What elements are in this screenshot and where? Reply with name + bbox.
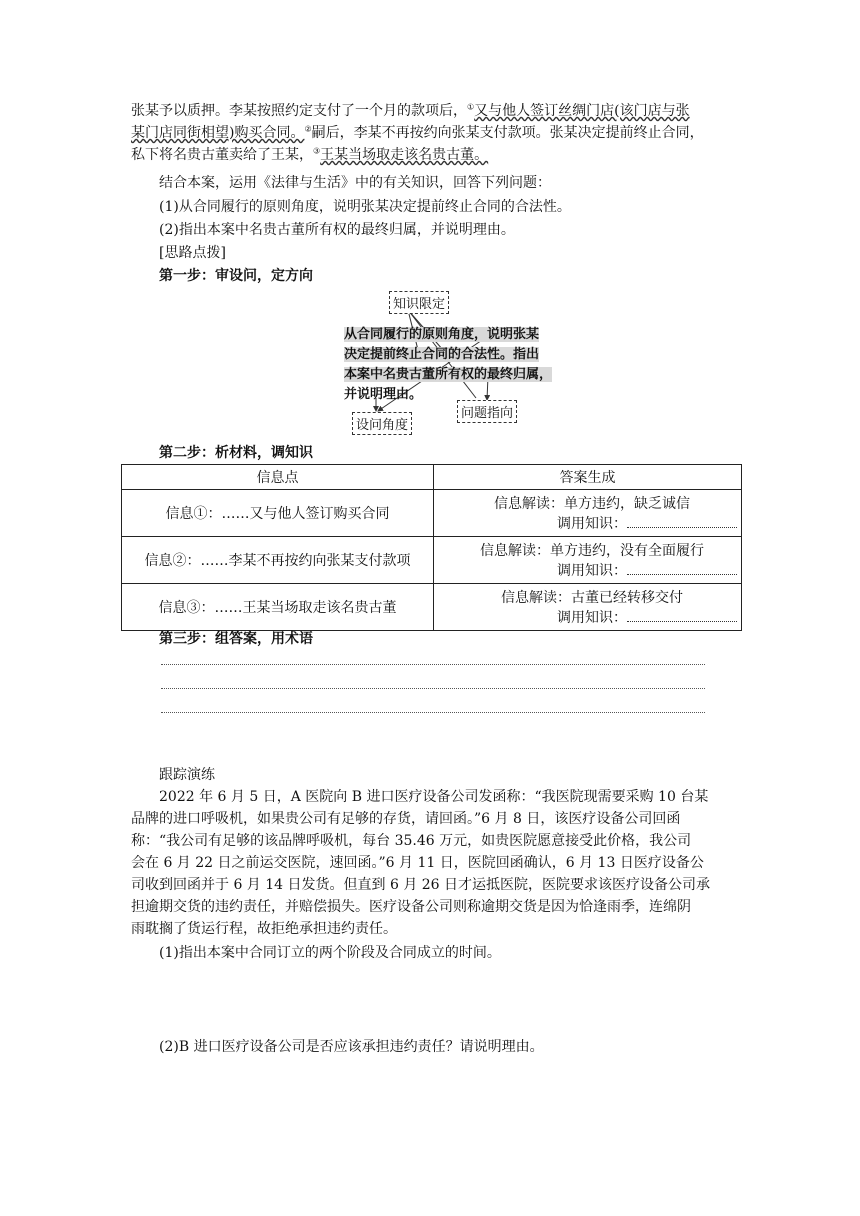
- box-question-angle: 设问角度: [352, 412, 412, 435]
- answer-blank[interactable]: [627, 562, 737, 575]
- marker-3: ③: [313, 146, 321, 156]
- intro-paragraph: [131, 100, 743, 166]
- answer-blank[interactable]: [627, 609, 737, 622]
- intro-line-1: 张某予以质押。李某按照约定支付了一个月的款项后，①又与他人签订丝绸门店(该门店与张: [131, 102, 690, 119]
- info-cell: 信息②：……李某不再按约向张某支付款项: [122, 537, 434, 584]
- answer-cell: 信息解读：单方违约，缺乏诚信 调用知识：: [434, 490, 742, 537]
- col-header-answer: 答案生成: [434, 465, 742, 490]
- table-row: [122, 537, 742, 584]
- answer-line[interactable]: [161, 664, 705, 665]
- question-analysis-diagram: [338, 288, 568, 438]
- table-row: [122, 490, 742, 537]
- answer-line[interactable]: [161, 688, 705, 689]
- practice-question-2: (2)B 进口医疗设备公司是否应该承担违约责任？请说明理由。: [159, 1039, 544, 1055]
- question-1: (1)从合同履行的原则角度，说明张某决定提前终止合同的合法性。: [159, 199, 571, 215]
- info-table: [121, 464, 742, 631]
- marker-1: ①: [467, 102, 475, 112]
- practice-question-1: (1)指出本案中合同订立的两个阶段及合同成立的时间。: [159, 945, 501, 961]
- hint-heading: [思路点拨]: [159, 245, 226, 261]
- marker-2: ②: [304, 124, 312, 134]
- box-knowledge-limit: 知识限定: [389, 291, 449, 314]
- step-3-heading: 第三步：组答案，用术语: [159, 631, 313, 647]
- table-row: [122, 584, 742, 631]
- answer-blank[interactable]: [627, 515, 737, 528]
- answer-cell: 信息解读：单方违约，没有全面履行 调用知识：: [434, 537, 742, 584]
- intro-line-2: 某门店同街相望)购买合同。②嗣后，李某不再按约向张某支付款项。张某决定提前终止合同，: [131, 124, 704, 141]
- practice-paragraph: 2022 年 6 月 5 日，A 医院向 B 进口医疗设备公司发函称：“我医院现需要采购 10 台某 品牌的进口呼吸机，如果贵公司有足够的存货，请回函。”6 月 8 日，该医疗设备公司回函 称：“我公司有足够的该品牌呼吸机，每台 35.46 万元，如贵医院愿意接受此价格，我公司 会在 6 月 22 日之前运交医院，速回函。”6 月 11 日，医院回函确认，6 月 13 日医疗设备公 司收到回函并于 6 月 14 日发货。但直到 6 月 26 日才运抵医院，医院要求该医疗设备公司承 担逾期交货的违约责任，并赔偿损失。医疗设备公司则称逾期交货是因为恰逢雨季，连绵阴 雨耽搁了货运行程，故拒绝承担违约责任。: [131, 789, 711, 937]
- answer-cell: 信息解读：古董已经转移交付 调用知识：: [434, 584, 742, 631]
- info-cell: 信息①：……又与他人签订购买合同: [122, 490, 434, 537]
- col-header-info: 信息点: [122, 465, 434, 490]
- box-question-direction: 问题指向: [457, 400, 517, 423]
- answer-line[interactable]: [161, 712, 705, 713]
- question-2: (2)指出本案中名贵古董所有权的最终归属，并说明理由。: [159, 222, 515, 238]
- info-cell: 信息③：……王某当场取走该名贵古董: [122, 584, 434, 631]
- prompt: 结合本案，运用《法律与生活》中的有关知识，回答下列问题：: [159, 175, 551, 191]
- intro-line-3: 私下将名贵古董卖给了王某，③王某当场取走该名贵古董。: [131, 146, 489, 163]
- diagram-question-text: 从合同履行的原则角度，说明张某 决定提前终止合同的合法性。指出 本案中名贵古董所有权的最终归属， 并说明理由。: [344, 327, 553, 402]
- step-1-heading: 第一步：审设问，定方向: [159, 268, 313, 284]
- step-2-heading: 第二步：析材料，调知识: [159, 445, 313, 461]
- practice-heading: 跟踪演练: [159, 767, 215, 783]
